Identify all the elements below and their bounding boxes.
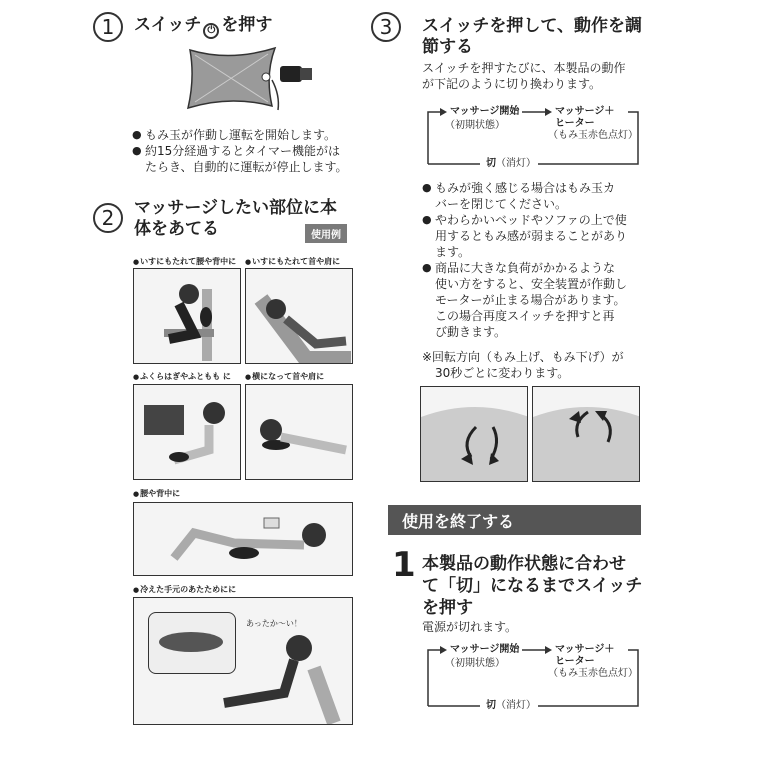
- flow-start-sub: （初期状態）: [445, 120, 505, 131]
- step1-bullet-2: ● 約15分経過するとタイマー機能がは: [145, 143, 340, 159]
- flow2-off: 切（消灯）: [486, 700, 536, 711]
- end-title-line1: 本製品の動作状態に合わせ: [422, 554, 626, 574]
- photo-back: [133, 502, 353, 576]
- step2-number: 2: [93, 203, 123, 233]
- flow-start: マッサージ開始: [450, 106, 520, 117]
- step3-desc-2: が下記のように切り換わります。: [422, 77, 602, 91]
- step3-note-2: 30秒ごとに変わります。: [435, 366, 570, 380]
- step3-bullet-3-1: ● 商品に大きな負荷がかかるような: [435, 260, 615, 276]
- photo-chair-back: [133, 268, 241, 364]
- flow2-start-sub: （初期状態）: [445, 658, 505, 669]
- step1-bullet-2-cont: たらき、自動的に運転が停止します。: [145, 160, 348, 174]
- usage-example-badge: 使用例: [305, 224, 347, 243]
- step3-bullet-3-4: この場合再度スイッチを押すと再: [435, 309, 615, 323]
- photo-calf: [133, 384, 241, 480]
- photo-chair-neck: [245, 268, 353, 364]
- caption-chair-neck: ● いすにもたれて首や肩に: [245, 257, 340, 267]
- step3-bullet-1-1: ● もみが強く感じる場合はもみ玉カ: [435, 180, 615, 196]
- mode-flow-diagram: [420, 102, 650, 172]
- flow-heater-1: マッサージ＋: [555, 106, 615, 117]
- step1-title: スイッチ ⏻ を押す: [134, 15, 272, 39]
- photo-lying-neck: [245, 384, 353, 480]
- end-desc: 電源が切れます。: [422, 620, 518, 634]
- step3-note-1: ※回転方向（もみ上げ、もみ下げ）が: [422, 350, 624, 364]
- caption-back: ● 腰や背中に: [133, 489, 180, 499]
- flow2-start: マッサージ開始: [450, 644, 520, 655]
- end-step-number: 1: [392, 545, 416, 585]
- caption-calf: ● ふくらはぎやふともも に: [133, 372, 231, 382]
- step3-bullet-2-2: 用するともみ感が弱まることがあり: [435, 229, 628, 243]
- speech-text: あったか〜い！: [246, 619, 302, 628]
- end-title-line2: て「切」になるまでスイッチ: [422, 576, 643, 596]
- caption-chair-back: ● いすにもたれて腰や背中に: [133, 257, 236, 267]
- power-icon: ⏻: [203, 23, 219, 39]
- mode-flow-diagram-end: [420, 640, 650, 715]
- photo-massage-down: [532, 386, 640, 482]
- step3-title-line2: 節する: [422, 37, 473, 57]
- end-title-line3: を押す: [422, 598, 473, 618]
- step3-desc-1: スイッチを押すたびに、本製品の動作: [422, 61, 626, 75]
- flow2-heater-sub: （もみ玉赤色点灯）: [548, 668, 638, 679]
- pillow-switch-illustration: [170, 40, 320, 120]
- step2-title-line2: 体をあてる: [134, 219, 219, 239]
- step3-number: 3: [371, 12, 401, 42]
- step2-title-line1: マッサージしたい部位に本: [134, 198, 337, 218]
- step3-bullet-1-2: バーを閉じてください。: [435, 197, 568, 211]
- photo-hands: [133, 597, 353, 725]
- flow2-heater-1: マッサージ＋: [555, 644, 615, 655]
- photo-massage-up: [420, 386, 528, 482]
- flow-off: 切（消灯）: [486, 158, 536, 169]
- flow2-heater-2: ヒーター: [555, 656, 595, 667]
- step3-bullet-2-3: ます。: [435, 245, 471, 259]
- step1-bullet-1: ● もみ玉が作動し運転を開始します。: [145, 127, 336, 143]
- flow-heater-2: ヒーター: [555, 118, 595, 129]
- step3-bullet-3-3: モーターが止まる場合があります。: [435, 293, 626, 307]
- caption-lying-neck: ● 横になって首や肩に: [245, 372, 324, 382]
- end-section-bar: 使用を終了する: [388, 505, 641, 535]
- step3-bullet-3-5: び動きます。: [435, 325, 507, 339]
- step3-bullet-2-1: ● やわらかいベッドやソファの上で使: [435, 212, 627, 228]
- flow-heater-sub: （もみ玉赤色点灯）: [548, 130, 638, 141]
- step3-title-line1: スイッチを押して、動作を調: [422, 16, 642, 36]
- caption-hands: ● 冷えた手元のあたためにに: [133, 585, 236, 595]
- step3-bullet-3-2: 使い方をすると、安全装置が作動し: [435, 277, 628, 291]
- step1-number: 1: [93, 12, 123, 42]
